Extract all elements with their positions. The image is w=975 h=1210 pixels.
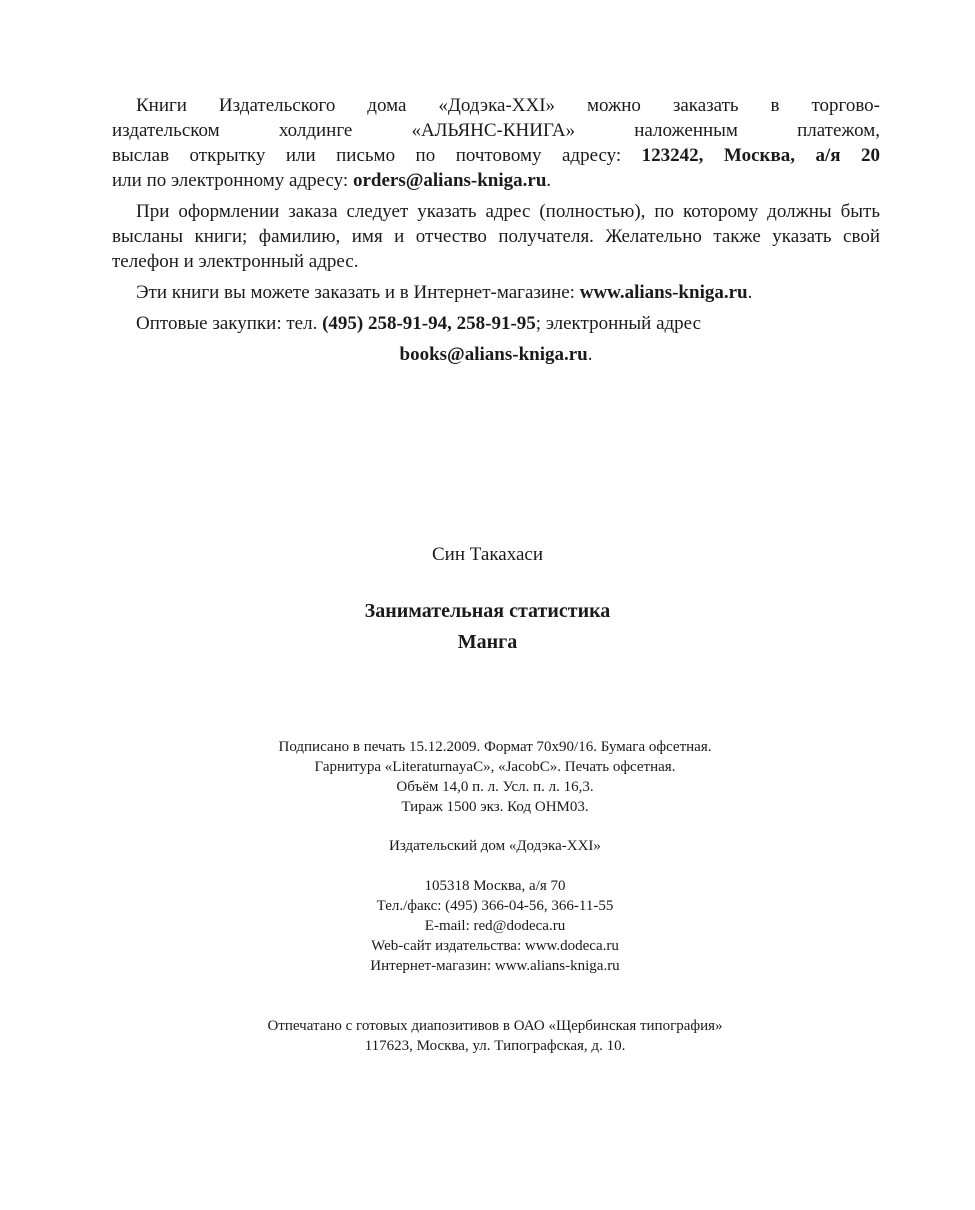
wholesale-text: Оптовые закупки: тел. [136, 313, 323, 334]
order-line: Книги Издательского дома «Додэка-XXI» можно заказать в торгово- [136, 95, 880, 116]
wholesale-text: ; электронный адрес [535, 313, 702, 334]
order-paragraph-2: При оформлении заказа следует указать адрес (полностью), по которому должны быть высланы книги; фамилию, имя и отчество получателя. Желательно также указать свой телефон и электронный адрес. [112, 201, 880, 272]
printer-info [0, 1016, 975, 1056]
order-paragraph-1 [112, 93, 880, 193]
print-line: Тираж 1500 экз. Код ОНМ03. [401, 799, 589, 815]
order-line [112, 168, 880, 193]
book-author: Син Такахаси [432, 544, 543, 565]
contact-line: E-mail: red@dodeca.ru [424, 918, 566, 934]
book-subtitle-line: Манга [457, 631, 518, 653]
orders-email: orders@alians-kniga.ru [352, 170, 547, 191]
book-title [0, 596, 975, 658]
contact-line: Web-сайт издательства: www.dodeca.ru [371, 938, 619, 954]
wholesale-phones: (495) 258-91-94, 258-91-95 [322, 313, 536, 334]
postal-address: 123242, Москва, а/я 20 [641, 145, 880, 166]
order-paragraph-3 [112, 280, 880, 305]
publisher-name: Издательский дом «Додэка-XXI» [389, 838, 601, 854]
print-line: Гарнитура «LiteraturnayaC», «JacobC». Печать офсетная. [314, 759, 676, 775]
shop-text: Эти книги вы можете заказать и в Интернет-магазине: [136, 282, 580, 303]
order-line-text: или по электронному адресу: [112, 170, 353, 191]
print-line: Объём 14,0 п. л. Усл. п. л. 16,3. [396, 779, 594, 795]
order-paragraph-4 [112, 311, 880, 336]
order-line-text: выслав открытку или письмо по почтовому адресу: [112, 145, 642, 166]
order-line [112, 143, 880, 168]
order-info [112, 93, 880, 367]
contact-line: Тел./факс: (495) 366-04-56, 366-11-55 [376, 898, 614, 914]
contact-line: 105318 Москва, а/я 70 [424, 878, 566, 894]
book-title-line: Занимательная статистика [364, 600, 611, 622]
order-line: издательском холдинге «АЛЬЯНС-КНИГА» наложенным платежом, [112, 120, 880, 141]
contact-line: Интернет-магазин: www.alians-kniga.ru [370, 958, 620, 974]
publisher-contacts [0, 876, 975, 976]
order-paragraph-4-email [112, 342, 880, 367]
punctuation: . [546, 170, 552, 191]
print-line: Подписано в печать 15.12.2009. Формат 70x90/16. Бумага офсетная. [278, 739, 712, 755]
printer-line: Отпечатано с готовых диапозитивов в ОАО «Щербинская типография» [267, 1018, 723, 1034]
printer-line: 117623, Москва, ул. Типографская, д. 10. [364, 1038, 626, 1054]
shop-url: www.alians-kniga.ru [579, 282, 748, 303]
wholesale-email: books@alians-kniga.ru [399, 344, 588, 365]
punctuation: . [587, 344, 593, 365]
print-details [0, 737, 975, 817]
punctuation: . [747, 282, 753, 303]
